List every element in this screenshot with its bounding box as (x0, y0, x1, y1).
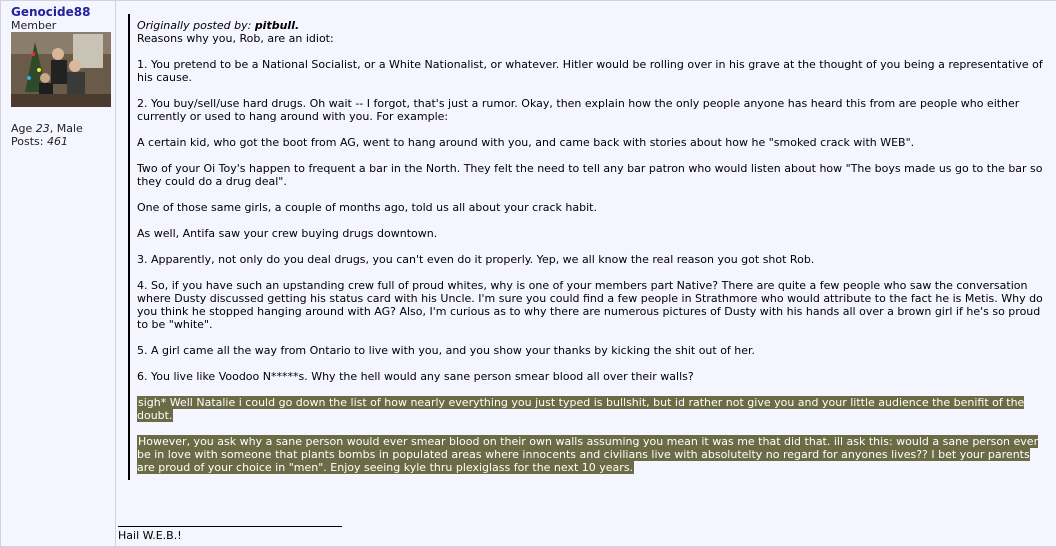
quote-paragraph: 6. You live like Voodoo N*****s. Why the hell would any sane person smear blood all over their walls? (137, 370, 694, 383)
quote-intro: Reasons why you, Rob, are an idiot: (137, 32, 334, 45)
highlighted-reply-text: sigh* Well Natalie i could go down the list of how nearly everything you just typed is bullshit, but id rather not give you and your little audience the benifit of the doubt. (137, 396, 1025, 422)
user-avatar-image (11, 32, 111, 107)
age-value: 23 (35, 122, 50, 135)
user-info (11, 122, 83, 148)
quote-paragraph: 1. You pretend to be a National Socialist, or a White Nationalist, or whatever. Hitler would be rolling over in his grave at the thought of you being a representative of his cause. (137, 58, 1043, 84)
quote-paragraph: A certain kid, who got the boot from AG, went to hang around with you, and came back with stories about how he "smoked crack with WEB". (137, 136, 915, 149)
age-label: Age (11, 122, 33, 135)
signature: Hail W.E.B.! (118, 529, 182, 542)
username-link[interactable]: Genocide88 (11, 5, 91, 19)
quote-paragraph: 2. You buy/sell/use hard drugs. Oh wait -- I forgot, that's just a rumor. Okay, then explain how the only people anyone has heard this from are people who either currently or used to hang around with you. For example: (137, 97, 1020, 123)
post-content (116, 1, 1056, 546)
quote-author: pitbull. (254, 19, 300, 32)
gender-value: , Male (49, 122, 83, 135)
quote-prefix: Originally posted by: (137, 19, 252, 32)
quote-paragraph: As well, Antifa saw your crew buying drugs downtown. (137, 227, 438, 240)
quote-paragraph: 5. A girl came all the way from Ontario to live with you, and you show your thanks by kicking the shit out of her. (137, 344, 756, 357)
quote-paragraph: Two of your Oi Toy's happen to frequent a bar in the North. They felt the need to tell any bar patron who would listen about how "The boys made us go to the bar so they could do a drug deal". (137, 162, 1043, 188)
quote-paragraph: 3. Apparently, not only do you deal drugs, you can't even do it properly. Yep, we all know the real reason you got shot Rob. (137, 253, 815, 266)
posts-count: 461 (46, 135, 68, 148)
quote-paragraph: One of those same girls, a couple of months ago, told us all about your crack habit. (137, 201, 597, 214)
user-sidebar (1, 1, 116, 546)
signature-divider (118, 526, 342, 527)
quote-paragraph: 4. So, if you have such an upstanding crew full of proud whites, why is one of your members part Native? There are quite a few people who saw the conversation where Dusty discussed getting his status card with his Uncle. I'm sure you could find a few people in Strathmore who would attribute to the fact he is Metis. Why do you think he stopped hanging around with AG? Also, I'm curious as to why there are numerous pictures of Dusty with his hands all over a brown girl if he's so proud to be "white". (137, 279, 1043, 331)
user-title: Member (11, 19, 57, 32)
quote-block (128, 14, 1049, 480)
highlighted-reply-text: However, you ask why a sane person would ever smear blood on their own walls assuming you mean it was me that did that. ill ask this: would a sane person ever be in love with someone that plants bombs in populated areas where innocents and civilians live with absolutelty no regard for anyones lives?? I bet your parents are proud of your choice in "men". Enjoy seeing kyle thru plexiglass for the next 10 years. (137, 435, 1039, 474)
quote-attribution (137, 19, 1049, 32)
posts-label: Posts: (11, 135, 44, 148)
